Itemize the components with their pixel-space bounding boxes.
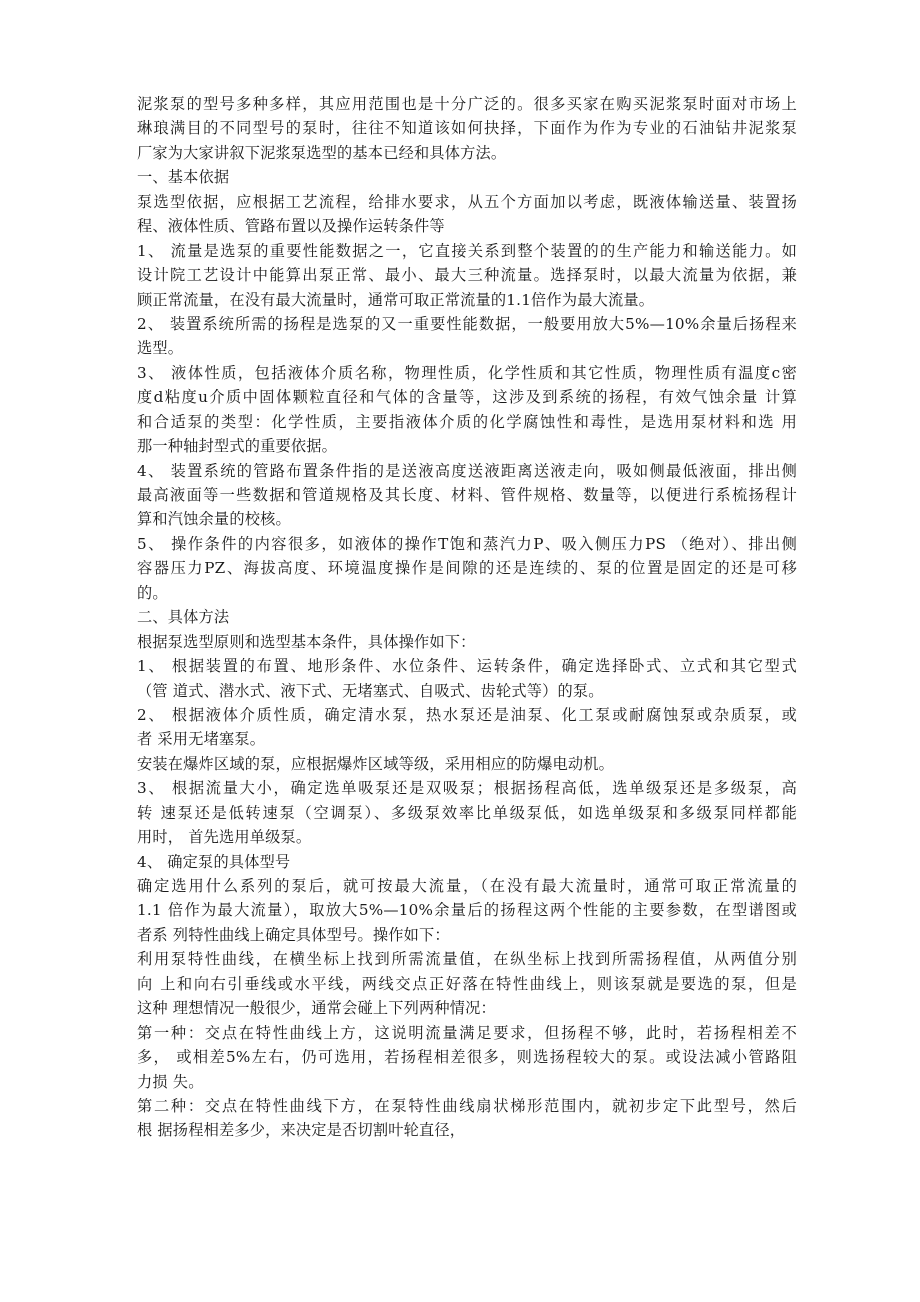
document-body: [137, 92, 797, 1143]
text-line: 向 上和向右引垂线或水平线，两线交点正好落在特性曲线上，则该泵就是要选的泵，但是: [137, 974, 797, 993]
text-line: 和合适泵的类型：化学性质，主要指液体介质的化学腐蚀性和毒性，是选用泵材料和选 用: [137, 412, 797, 431]
list-item-line: 3、 根据流量大小，确定选单吸泵还是双吸泵；根据扬程高低，选单级泵还是多级泵，高: [137, 779, 797, 798]
text-line: 根据泵选型原则和选型基本条件，具体操作如下：: [137, 632, 476, 651]
text-line: 这种 理想情况一般很少，通常会碰上下列两种情况：: [137, 999, 496, 1018]
text-line: 转 速泵还是低转速泵（空调泵）、多级泵效率比单级泵低，如选单级泵和多级泵同样都能: [137, 803, 797, 822]
text-line: 算和汽蚀余量的校核。: [137, 510, 291, 529]
list-item-line: 4、 确定泵的具体型号: [137, 852, 291, 871]
list-item-line: 5、 操作条件的内容很多，如液体的操作T饱和蒸汽力P、吸入侧压力PS （绝对）、排出侧: [137, 534, 797, 553]
text-line: 1.1 倍作为最大流量），取放大5%—10%余量后的扬程这两个性能的主要参数，在型谱图或: [137, 901, 797, 920]
list-item-line: 1、 流量是选泵的重要性能数据之一，它直接关系到整个装置的的生产能力和输送能力。如: [137, 241, 797, 260]
text-line: （管 道式、潜水式、液下式、无堵塞式、自吸式、齿轮式等）的泵。: [137, 681, 604, 700]
text-line: 者 采用无堵塞泵。: [137, 730, 266, 749]
list-item-line: 3、 液体性质，包括液体介质名称，物理性质，化学性质和其它性质，物理性质有温度c密: [137, 363, 797, 382]
text-line: 那一种轴封型式的重要依据。: [137, 437, 338, 456]
text-line: 第二种：交点在特性曲线下方，在泵特性曲线扇状梯形范围内，就初步定下此型号，然后: [137, 1096, 797, 1115]
section-heading: 二、具体方法: [137, 608, 230, 627]
list-item-line: 4、 装置系统的管路布置条件指的是送液高度送液距离送液走向，吸如侧最低液面，排出侧: [137, 461, 797, 480]
text-line: 根 据扬程相差多少，来决定是否切割叶轮直径，: [137, 1121, 466, 1140]
list-item-line: 1、 根据装置的布置、地形条件、水位条件、运转条件，确定选择卧式、立式和其它型式: [137, 657, 797, 676]
text-line: 容器压力PZ、海拔高度、环境温度操作是间隙的还是连续的、泵的位置是固定的还是可移: [137, 559, 797, 578]
text-line: 者系 列特性曲线上确定具体型号。操作如下：: [137, 925, 450, 944]
text-line: 第一种：交点在特性曲线上方，这说明流量满足要求，但扬程不够，此时，若扬程相差不: [137, 1023, 797, 1042]
text-line: 选型。: [137, 339, 184, 358]
text-line: 力损 失。: [137, 1072, 204, 1091]
text-line: 利用泵特性曲线，在横坐标上找到所需流量值，在纵坐标上找到所需扬程值，从两值分别: [137, 950, 797, 969]
text-line: 顾正常流量，在没有最大流量时，通常可取正常流量的1.1倍作为最大流量。: [137, 290, 655, 309]
text-line: 厂家为大家讲叙下泥浆泵选型的基本已经和具体方法。: [137, 143, 507, 162]
text-line: 用时， 首先选用单级泵。: [137, 828, 312, 847]
text-line: 最高液面等一些数据和管道规格及其长度、材料、管件规格、数量等，以便进行系梳扬程计: [137, 486, 797, 504]
text-line: 泵选型依据，应根据工艺流程，给排水要求，从五个方面加以考虑，既液体输送量、装置扬: [137, 192, 797, 211]
list-item-line: 2、 装置系统所需的扬程是选泵的又一重要性能数据，一般要用放大5%—10%余量后扬程来: [137, 314, 797, 333]
list-item-line: 2、 根据液体介质性质，确定清水泵，热水泵还是油泵、化工泵或耐腐蚀泵或杂质泵，或: [137, 705, 797, 724]
text-line: 的。: [137, 583, 168, 602]
text-line: 设计院工艺设计中能算出泵正常、最小、最大三种流量。选择泵时，以最大流量为依据，兼: [137, 266, 797, 285]
text-line: 安装在爆炸区域的泵，应根据爆炸区域等级，采用相应的防爆电动机。: [137, 754, 615, 773]
text-line: 琳琅满目的不同型号的泵时，往往不知道该如何抉择，下面作为作为专业的石油钻井泥浆泵: [137, 119, 797, 138]
section-heading: 一、基本依据: [137, 168, 230, 187]
text-line: 程、液体性质、管路布置以及操作运转条件等: [137, 217, 445, 236]
text-line: 泥浆泵的型号多种多样，其应用范围也是十分广泛的。很多买家在购买泥浆泵时面对市场上: [137, 95, 797, 113]
text-line: 多， 或相差5%左右，仍可选用，若扬程相差很多，则选扬程较大的泵。或设法减小管路阻: [137, 1048, 797, 1067]
text-line: 确定选用什么系列的泵后，就可按最大流量，（在没有最大流量时，通常可取正常流量的: [137, 877, 797, 895]
text-line: 度d粘度u介质中固体颗粒直径和气体的含量等，这涉及到系统的扬程，有效气蚀余量 计算: [137, 388, 797, 407]
